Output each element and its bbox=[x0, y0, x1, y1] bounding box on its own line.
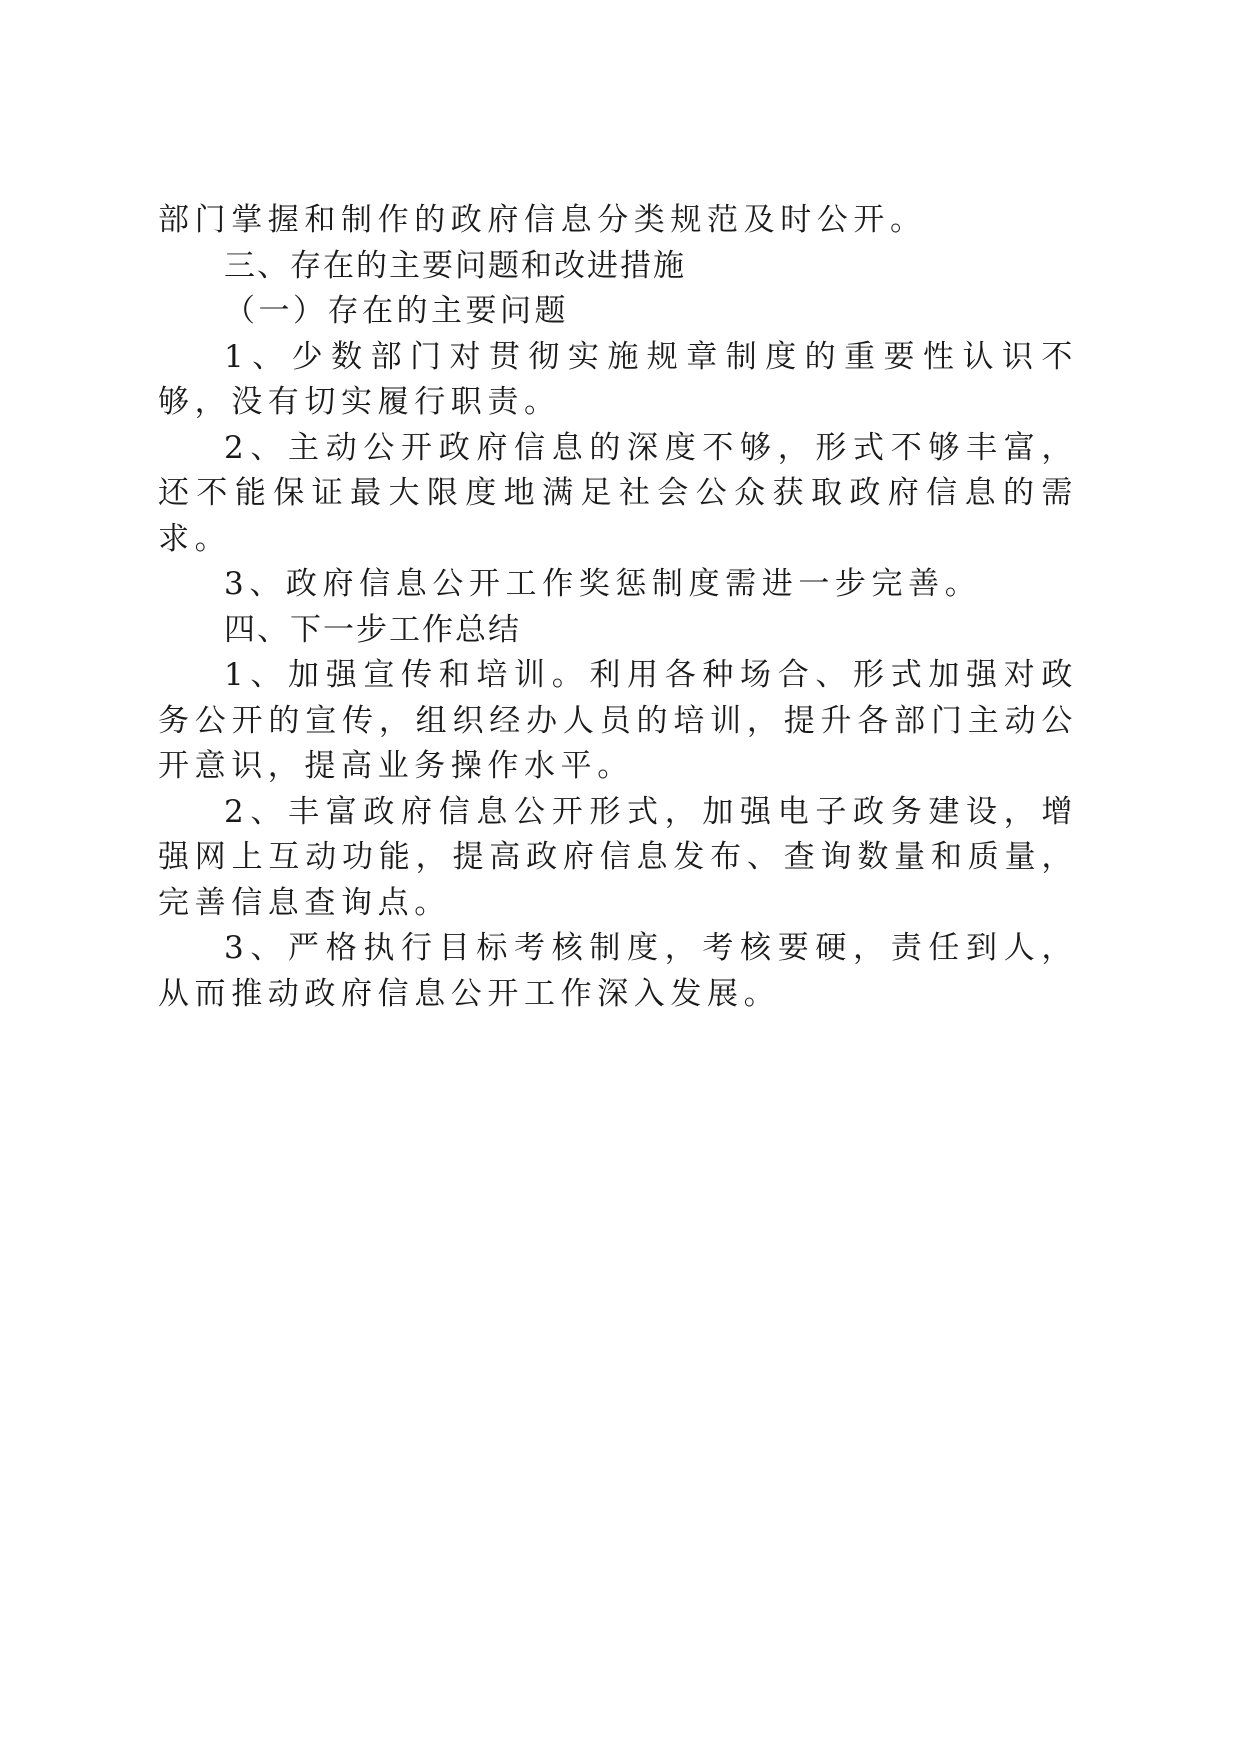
problem-item-1: 1、少数部门对贯彻实施规章制度的重要性认识不够，没有切实履行职责。 bbox=[158, 338, 1078, 420]
next-step-item-3: 3、严格执行目标考核制度，考核要硬，责任到人，从而推动政府信息公开工作深入发展。 bbox=[158, 930, 1078, 1012]
section-heading-problems: 三、存在的主要问题和改进措施 bbox=[224, 247, 686, 284]
problem-item-3: 3、政府信息公开工作奖惩制度需进一步完善。 bbox=[224, 566, 982, 602]
paragraph-continuation: 部门掌握和制作的政府信息分类规范及时公开。 bbox=[158, 202, 927, 238]
subsection-heading-main-problems: （一）存在的主要问题 bbox=[224, 293, 569, 329]
next-step-item-1: 1、加强宣传和培训。利用各种场合、形式加强对政务公开的宣传，组织经办人员的培训，提升各部门主动公开意识，提高业务操作水平。 bbox=[158, 657, 1078, 784]
problem-item-2: 2、主动公开政府信息的深度不够，形式不够丰富，还不能保证最大限度地满足社会公众获取政府信息的需求。 bbox=[158, 429, 1078, 557]
section-heading-next-steps: 四、下一步工作总结 bbox=[224, 611, 521, 648]
document-body bbox=[158, 198, 1078, 1017]
next-step-item-2: 2、丰富政府信息公开形式，加强电子政务建设，增强网上互动功能，提高政府信息发布、查询数量和质量，完善信息查询点。 bbox=[158, 793, 1078, 921]
